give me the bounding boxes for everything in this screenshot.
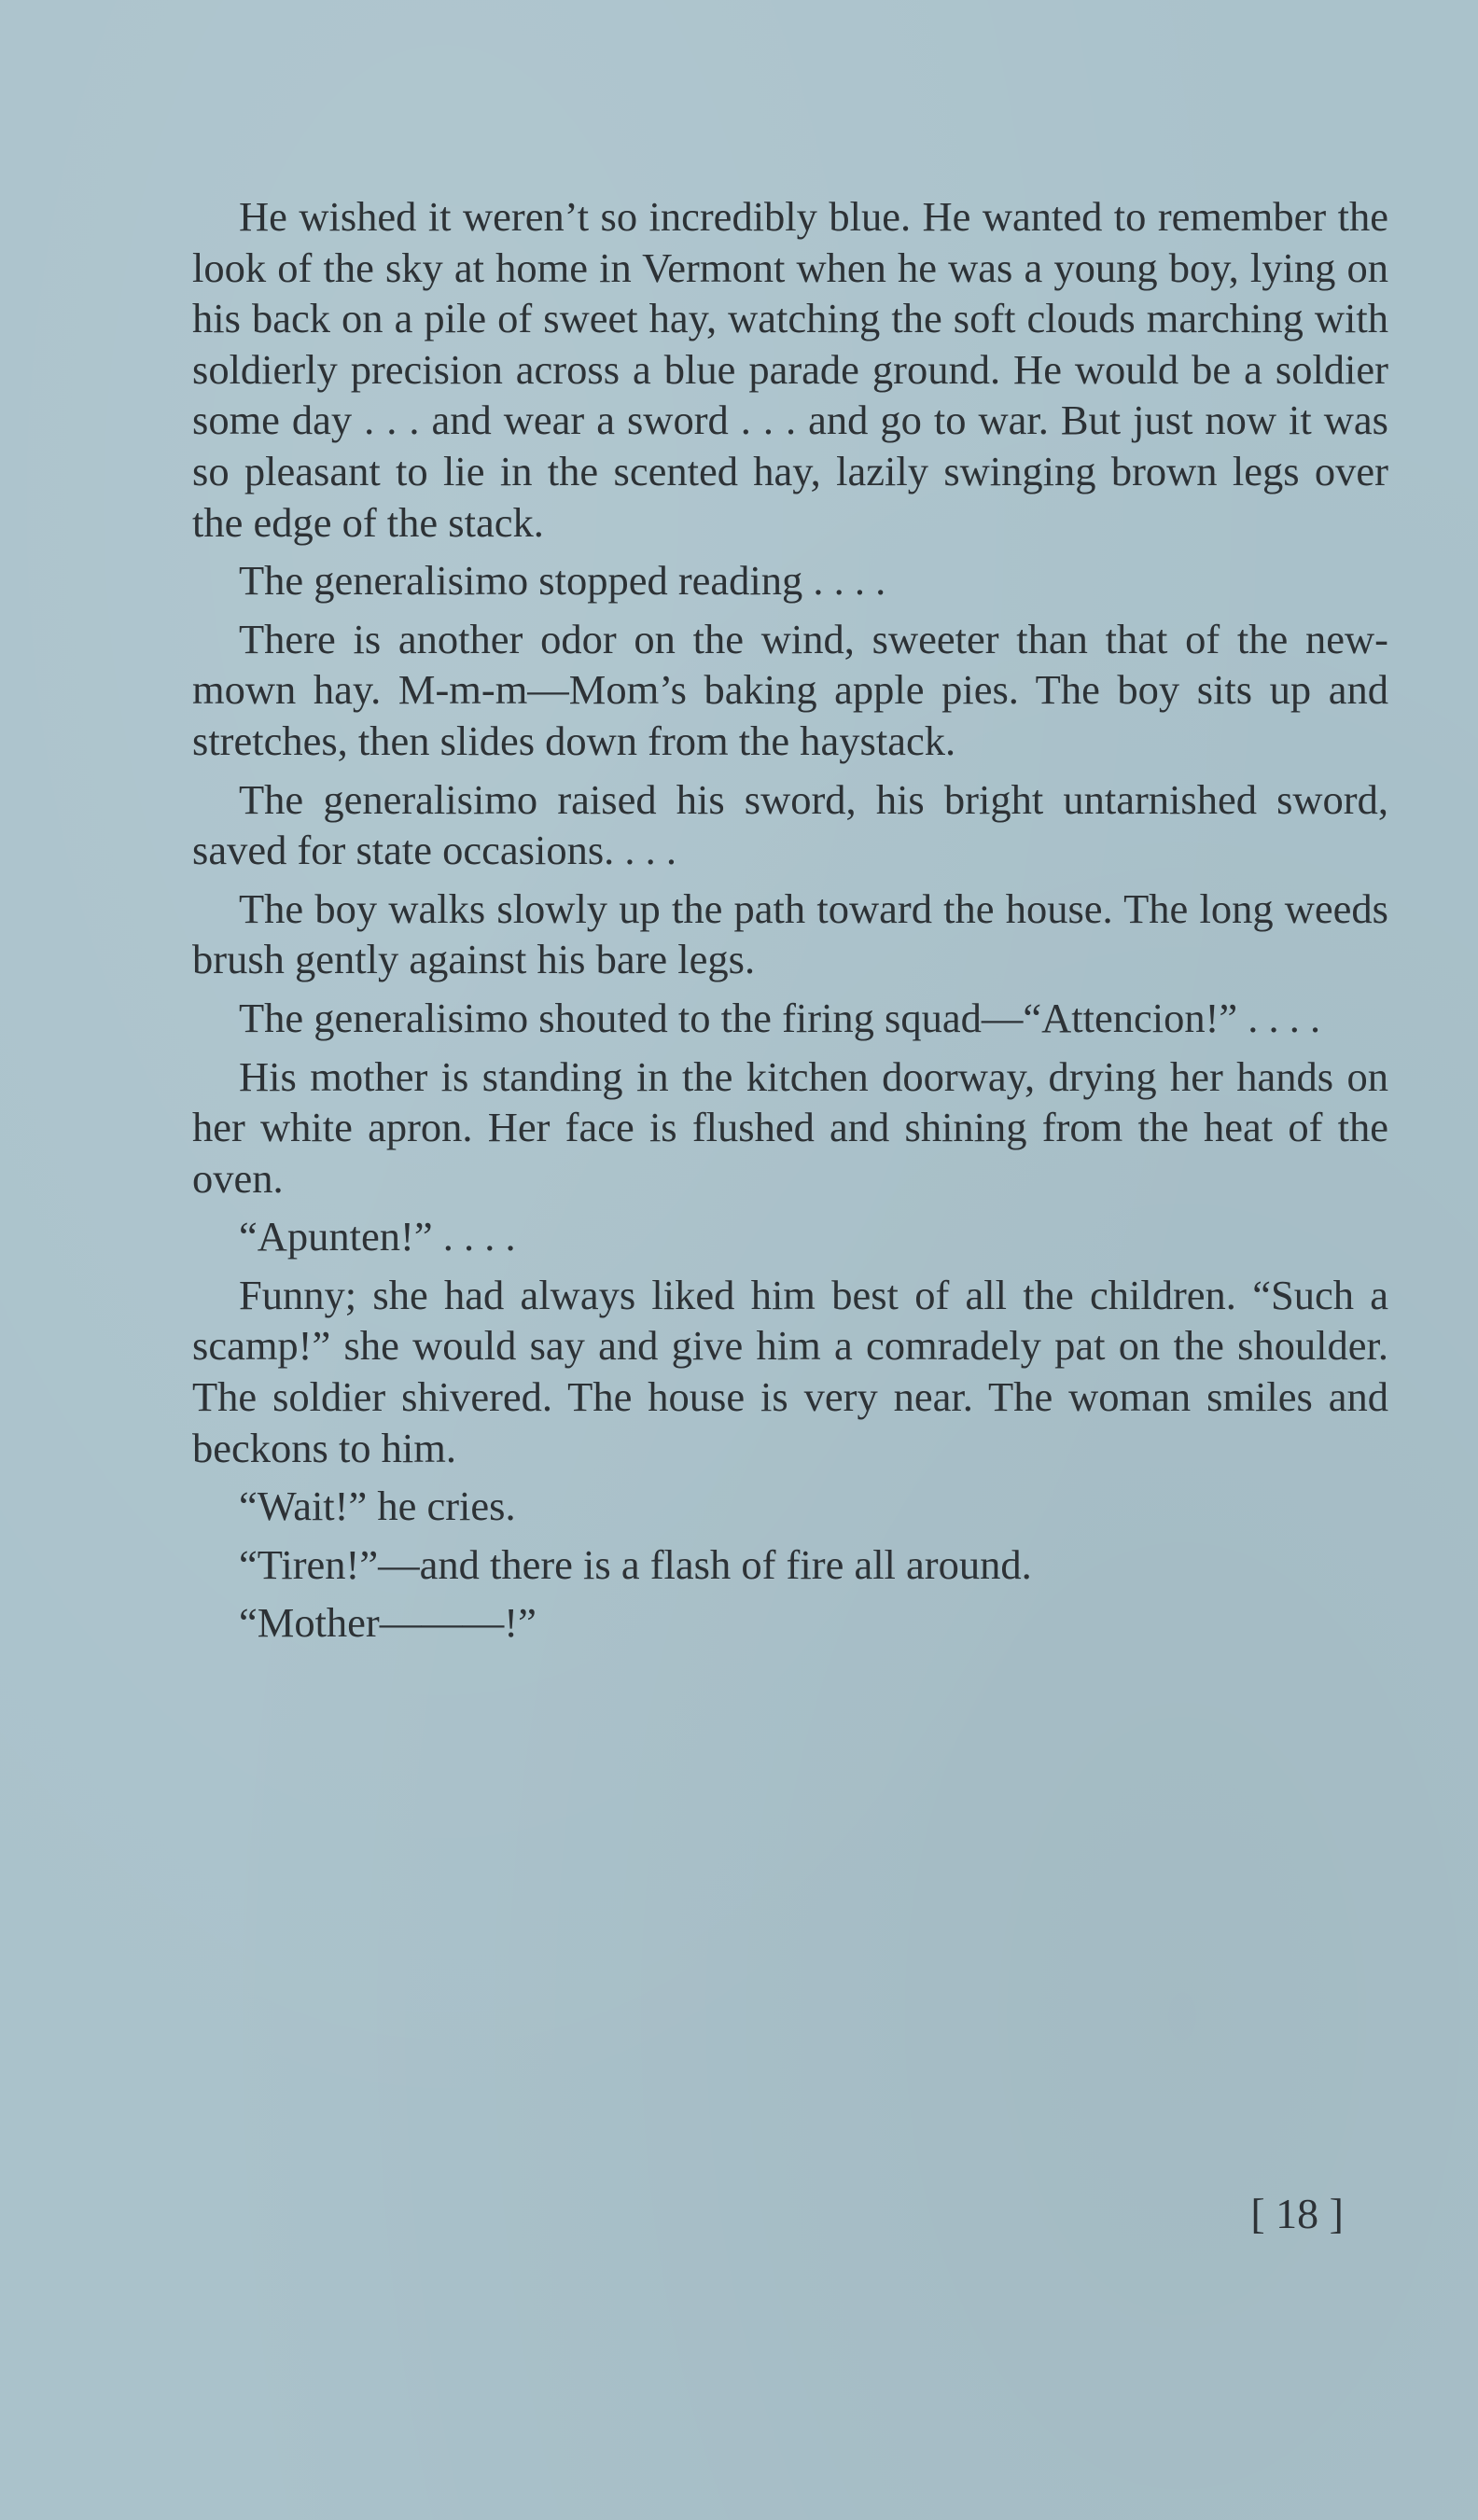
paragraph: His mother is standing in the kitchen doorway, drying her hands on her white apron. Her face is flushed and shining from the heat of the oven.: [192, 1052, 1388, 1202]
paragraph: The generalisimo shouted to the firing squad—“Attencion!” . . . .: [239, 994, 1321, 1041]
paragraph: “Apunten!” . . . .: [239, 1213, 516, 1260]
paragraph: The generalisimo stopped reading . . . .: [239, 557, 886, 605]
paragraph: The boy walks slowly up the path toward the house. The long weeds brush gently against his bare legs.: [192, 884, 1388, 983]
paragraph: He wished it weren’t so incredibly blue. He wanted to remember the look of the sky at home in Vermont when he was a young boy, lying on his back on a pile of sweet hay, watching the soft clouds marching with soldierly precision across a blue parade ground. He would be a soldier some day . . . and wear a sword . . . and go to war. But just now it was so pleasant to lie in the scented hay, lazily swinging brown legs over the edge of the stack.: [192, 193, 1388, 546]
paragraph: There is another odor on the wind, sweeter than that of the new-mown hay. M-m-m—Mom’s baking apple pies. The boy sits up and stretches, then slides down from the haystack.: [192, 615, 1388, 764]
paragraph: Funny; she had always liked him best of all the children. “Such a scamp!” she would say and give him a comradely pat on the shoulder. The soldier shivered. The house is very near. The woman smiles and beckons to him.: [192, 1271, 1388, 1471]
paragraph: “Wait!” he cries.: [239, 1483, 516, 1530]
page-number: [ 18 ]: [1250, 2190, 1344, 2237]
paragraph: “Mother———!”: [239, 1599, 537, 1647]
paragraph: The generalisimo raised his sword, his bright untarnished sword, saved for state occasions. . . .: [192, 775, 1388, 874]
story-text: [192, 191, 1388, 1656]
paragraph: “Tiren!”—and there is a flash of fire all around.: [239, 1540, 1032, 1588]
